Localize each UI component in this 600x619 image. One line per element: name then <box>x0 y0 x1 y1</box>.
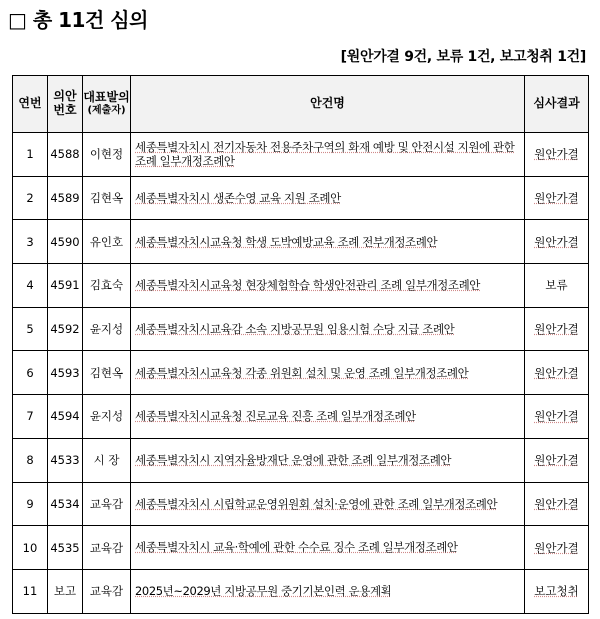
table-row <box>13 395 589 439</box>
cell-result <box>525 351 589 395</box>
cell-no: 2 <box>13 176 48 220</box>
bill-name-text: 세종특별자치시교육청 학생 도박예방교육 조례 전부개정조례안 <box>135 234 438 249</box>
header-proposer <box>83 76 131 133</box>
cell-result <box>525 569 589 613</box>
bill-name-text: 세종특별자치시 지역자율방재단 운영에 관한 조례 일부개정조례안 <box>135 452 452 467</box>
cell-no: 1 <box>13 133 48 177</box>
cell-no: 7 <box>13 395 48 439</box>
table-row <box>13 569 589 613</box>
cell-proposer: 김효숙 <box>83 264 131 308</box>
cell-bill-name <box>131 133 525 177</box>
cell-bill-name <box>131 482 525 526</box>
result-text: 원안가결 <box>534 496 579 511</box>
cell-result <box>525 176 589 220</box>
cell-no: 11 <box>13 569 48 613</box>
result-text: 원안가결 <box>534 147 579 162</box>
bill-name-text: 세종특별자치시교육청 현장체험학습 학생안전관리 조례 일부개정조례안 <box>135 278 480 293</box>
table-row <box>13 351 589 395</box>
table-row <box>13 264 589 308</box>
result-text: 원안가결 <box>534 234 579 249</box>
cell-proposer: 이현정 <box>83 133 131 177</box>
cell-bill-name <box>131 176 525 220</box>
header-bill-name: 안건명 <box>131 76 525 133</box>
result-summary: [원안가결 9건, 보류 1건, 보고청취 1건] <box>340 49 586 65</box>
cell-proposer: 시 장 <box>83 438 131 482</box>
cell-bill-number: 4592 <box>48 307 83 351</box>
cell-bill-number: 4594 <box>48 395 83 439</box>
result-text: 원안가결 <box>534 365 579 380</box>
cell-result <box>525 133 589 177</box>
cell-no: 3 <box>13 220 48 264</box>
result-text: 원안가결 <box>534 453 579 468</box>
bill-name-text: 세종특별자치시 교육·학예에 관한 수수료 징수 조례 일부개정조례안 <box>135 540 458 555</box>
cell-proposer: 김현옥 <box>83 176 131 220</box>
cell-proposer: 교육감 <box>83 569 131 613</box>
bill-name-text: 세종특별자치시 시립학교운영위원회 설치·운영에 관한 조례 일부개정조례안 <box>135 496 498 511</box>
review-table <box>12 75 589 614</box>
header-bill-number <box>48 76 83 133</box>
table-header-row <box>13 76 589 133</box>
table-row <box>13 220 589 264</box>
bill-name-text: 세종특별자치시교육청 각종 위원회 설치 및 운영 조례 일부개정조례안 <box>135 365 469 380</box>
header-no: 연번 <box>13 76 48 133</box>
cell-bill-number: 4533 <box>48 438 83 482</box>
cell-bill-name <box>131 264 525 308</box>
bill-name-text: 세종특별자치시교육청 진로교육 진흥 조례 일부개정조례안 <box>135 409 416 424</box>
bill-name-text: 2025년~2029년 지방공무원 중기기본인력 운용계획 <box>135 584 392 599</box>
cell-proposer: 교육감 <box>83 482 131 526</box>
header-proposer-line2: (제출자) <box>87 105 126 117</box>
cell-bill-name <box>131 220 525 264</box>
result-text: 보류 <box>545 278 568 293</box>
bill-name-text: 세종특별자치시 생존수영 교육 지원 조례안 <box>135 190 341 205</box>
cell-bill-name <box>131 307 525 351</box>
cell-no: 4 <box>13 264 48 308</box>
table-row <box>13 133 589 177</box>
cell-bill-number: 4591 <box>48 264 83 308</box>
table-row <box>13 526 589 570</box>
cell-no: 9 <box>13 482 48 526</box>
header-bill-number-line2: 번호 <box>53 103 77 117</box>
cell-no: 6 <box>13 351 48 395</box>
cell-bill-number: 4590 <box>48 220 83 264</box>
table-row <box>13 176 589 220</box>
cell-result <box>525 438 589 482</box>
cell-result <box>525 526 589 570</box>
cell-result <box>525 395 589 439</box>
cell-bill-number: 4589 <box>48 176 83 220</box>
result-text: 원안가결 <box>534 322 579 337</box>
header-proposer-line1: 대표발의 <box>83 90 130 105</box>
cell-no: 8 <box>13 438 48 482</box>
cell-proposer: 윤지성 <box>83 307 131 351</box>
cell-no: 5 <box>13 307 48 351</box>
result-text: 원안가결 <box>534 409 579 424</box>
cell-bill-number: 4535 <box>48 526 83 570</box>
cell-bill-name <box>131 351 525 395</box>
cell-bill-number: 보고 <box>48 569 83 613</box>
cell-proposer: 유인호 <box>83 220 131 264</box>
cell-bill-number: 4593 <box>48 351 83 395</box>
table-row <box>13 307 589 351</box>
header-result: 심사결과 <box>525 76 589 133</box>
cell-result <box>525 264 589 308</box>
cell-bill-name <box>131 438 525 482</box>
cell-proposer: 교육감 <box>83 526 131 570</box>
cell-bill-number: 4588 <box>48 133 83 177</box>
page-title: □ 총 11건 심의 <box>8 8 148 32</box>
cell-result <box>525 220 589 264</box>
result-text: 보고청취 <box>534 584 579 599</box>
cell-bill-name <box>131 395 525 439</box>
cell-result <box>525 307 589 351</box>
bill-name-text: 세종특별자치시 전기자동차 전용주차구역의 화재 예방 및 안전시설 지원에 관한 조례 일부개정조례안 <box>135 139 515 169</box>
cell-bill-name <box>131 569 525 613</box>
cell-bill-number: 4534 <box>48 482 83 526</box>
cell-result <box>525 482 589 526</box>
cell-no: 10 <box>13 526 48 570</box>
result-text: 원안가결 <box>534 191 579 206</box>
table-row <box>13 482 589 526</box>
bill-name-text: 세종특별자치시교육감 소속 지방공무원 임용시험 수당 지급 조례안 <box>135 321 455 336</box>
cell-proposer: 김현옥 <box>83 351 131 395</box>
cell-proposer: 윤지성 <box>83 395 131 439</box>
cell-bill-name <box>131 526 525 570</box>
header-bill-number-line1: 의안 <box>53 89 77 104</box>
result-text: 원안가결 <box>534 540 579 555</box>
table-row <box>13 438 589 482</box>
